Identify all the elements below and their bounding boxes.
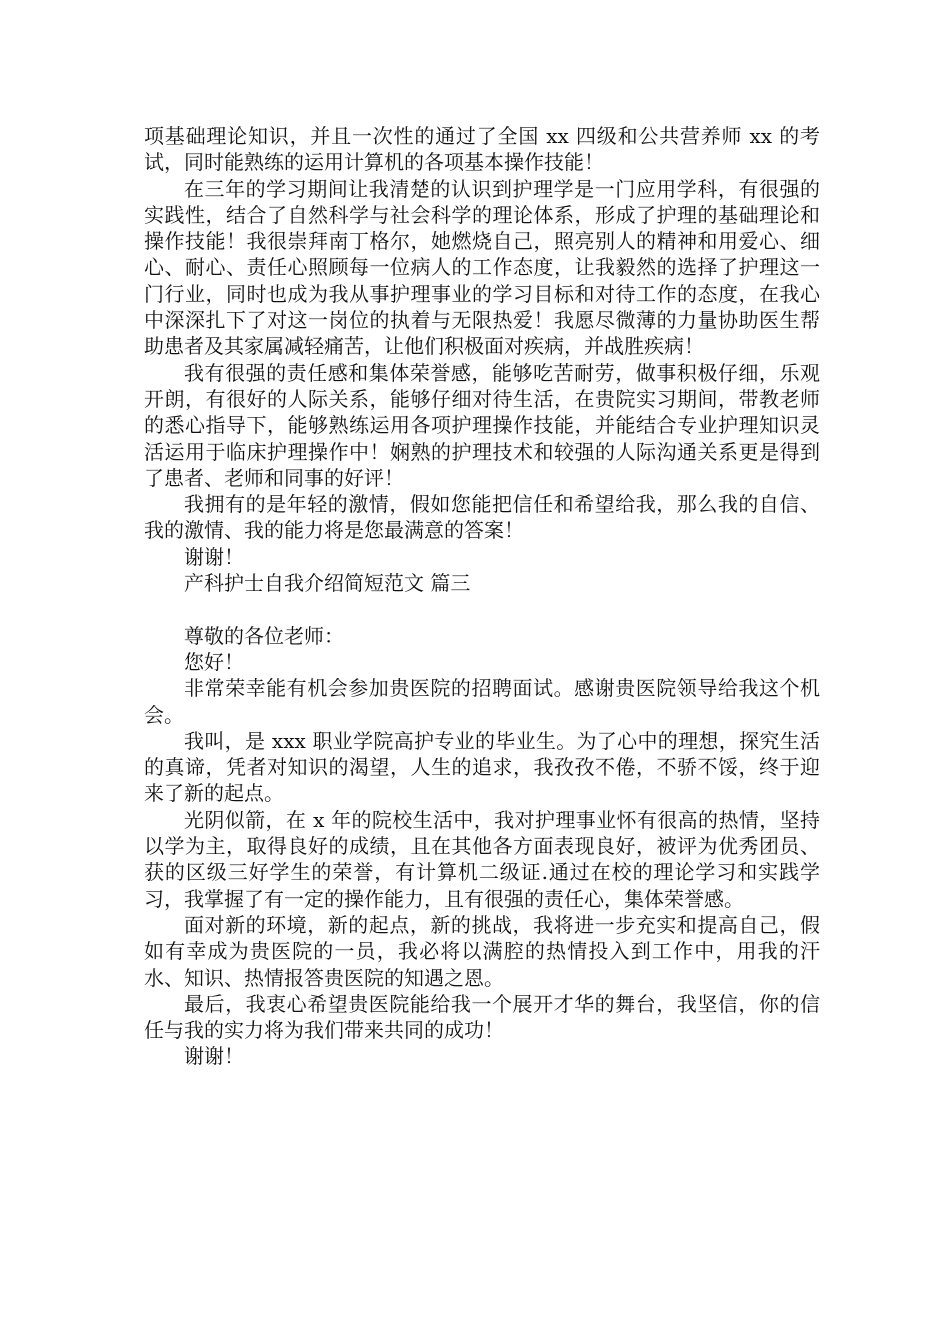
paragraph-greeting: 您好！	[184, 649, 244, 674]
paragraph-passion: 我拥有的是年轻的激情，假如您能把信任和希望给我，那么我的自信、我的激情、我的能力将是您最满意的答案！	[144, 492, 820, 543]
section-heading: 产科护士自我介绍简短范文 篇三	[184, 571, 471, 596]
paragraph-new-challenge: 面对新的环境，新的起点，新的挑战，我将进一步充实和提高自己，假如有幸成为贵医院的一员，我必将以满腔的热情投入到工作中，用我的汗水、知识、热情报答贵医院的知遇之恩。	[144, 912, 820, 990]
paragraph-introduction: 我叫，是 xxx 职业学院高护专业的毕业生。为了心中的理想，探究生活的真谛，凭者对知识的渴望，人生的追求，我孜孜不倦，不骄不馁，终于迎来了新的起点。	[144, 728, 820, 806]
paragraph-continuation: 项基础理论知识，并且一次性的通过了全国 xx 四级和公共营养师 xx 的考试，同时能熟练的运用计算机的各项基本操作技能！	[144, 124, 820, 175]
paragraph-thanks-2: 谢谢！	[184, 1044, 244, 1069]
paragraph-responsibility: 我有很强的责任感和集体荣誉感，能够吃苦耐劳，做事积极仔细，乐观开朗，有很好的人际关系，能够仔细对待生活，在贵院实习期间，带教老师的悉心指导下，能够熟练运用各项护理操作技能，并能结合专业护理知识灵活运用于临床护理操作中！娴熟的护理技术和较强的人际沟通关系更是得到了患者、老师和同事的好评！	[144, 360, 820, 490]
paragraph-study-period: 在三年的学习期间让我清楚的认识到护理学是一门应用学科，有很强的实践性，结合了自然科学与社会科学的理论体系，形成了护理的基础理论和操作技能！我很崇拜南丁格尔，她燃烧自己，照亮别人的精神和用爱心、细心、耐心、责任心照顾每一位病人的工作态度，让我毅然的选择了护理这一门行业，同时也成为我从事护理事业的学习目标和对待工作的态度，在我心中深深扎下了对这一岗位的执着与无限热爱！我愿尽微薄的力量协助医生帮助患者及其家属减轻痛苦，让他们积极面对疾病，并战胜疾病！	[144, 176, 820, 359]
paragraph-closing: 最后，我衷心希望贵医院能给我一个展开才华的舞台，我坚信，你的信任与我的实力将为我们带来共同的成功！	[144, 991, 820, 1043]
paragraph-honored: 非常荣幸能有机会参加贵医院的招聘面试。感谢贵医院领导给我这个机会。	[144, 676, 820, 727]
paragraph-school-life: 光阴似箭，在 x 年的院校生活中，我对护理事业怀有很高的热情，坚持以学为主，取得良好的成绩，且在其他各方面表现良好，被评为优秀团员、获的区级三好学生的荣誉，有计算机二级证.通过在校的理论学习和实践学习，我掌握了有一定的操作能力，且有很强的责任心，集体荣誉感。	[144, 807, 820, 911]
blank-line	[144, 596, 820, 622]
paragraph-thanks-1: 谢谢！	[184, 544, 244, 569]
document-page	[144, 123, 820, 1070]
paragraph-salutation: 尊敬的各位老师：	[184, 623, 344, 648]
